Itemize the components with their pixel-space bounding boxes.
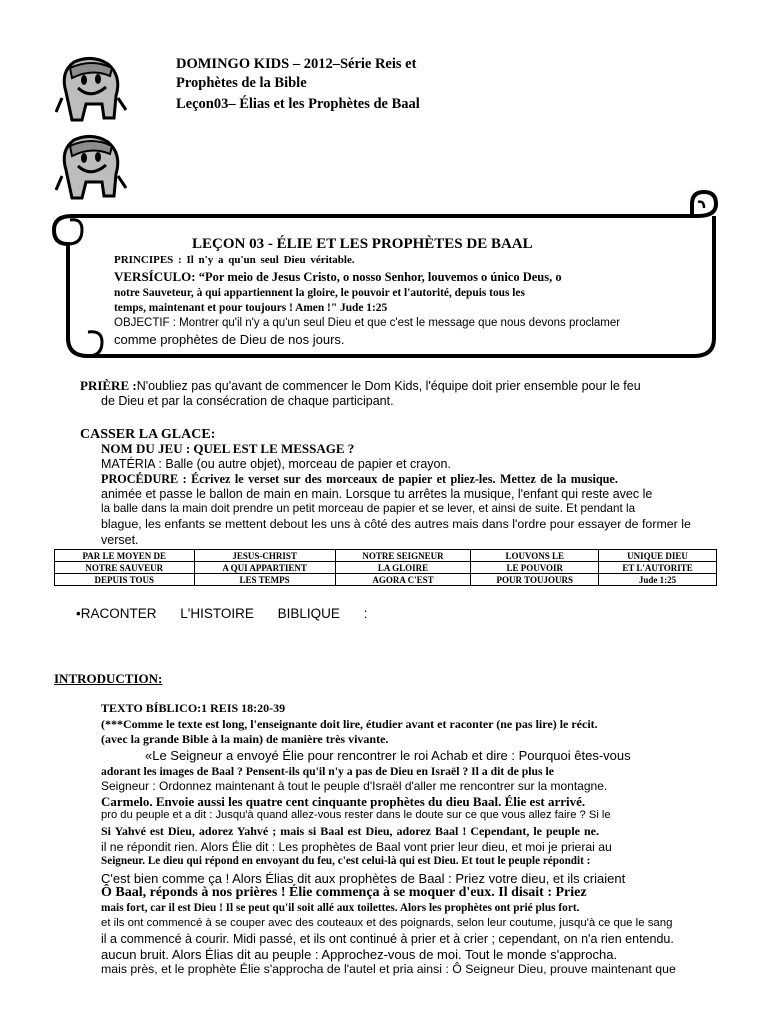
story-line: il a commencé à courir. Midi passé, et ils ont continué à prier et à crier ; cependant, on n'a rien entendu.: [101, 932, 674, 946]
header-series-title: DOMINGO KIDS – 2012–Série Reis et: [176, 56, 417, 72]
verse-words-table: [54, 549, 717, 586]
prayer-text: N'oubliez pas qu'avant de commencer le Dom Kids, l'équipe doit prier ensemble pour le feu: [136, 379, 641, 393]
game-procedure-line-5: verset.: [101, 533, 139, 547]
table-cell: ET L'AUTORITE: [599, 562, 717, 574]
table-row: [55, 550, 717, 562]
header-series-subtitle: Prophètes de la Bible: [176, 75, 307, 91]
story-line: mais fort, car il est Dieu ! Il se peut qu'il soit allé aux toilettes. Alors les prophètes ont prié plus fort.: [101, 902, 580, 914]
story-section-heading: [76, 606, 367, 621]
game-procedure-line-4: blague, les enfants se mettent debout les uns à côté des autres mais dans l'ordre pour essayer de former le: [101, 517, 691, 531]
table-row: [55, 562, 717, 574]
game-procedure-line-3: la balle dans la main doit prendre un petit morceau de papier et se lever, et ainsi de suite. Et pendant la: [101, 502, 636, 515]
table-cell: NOTRE SAUVEUR: [55, 562, 195, 574]
lesson-objective-line-2: comme prophètes de Dieu de nos jours.: [114, 332, 345, 347]
lesson-principles: PRINCIPES : Il n'y a qu'un seul Dieu véritable.: [114, 254, 355, 266]
lesson-objective-line-1: OBJECTIF : Montrer qu'il n'y a qu'un seul Dieu et que c'est le message que nous devons proclamer: [114, 317, 621, 329]
story-line: «Le Seigneur a envoyé Élie pour rencontrer le roi Achab et dire : Pourquoi êtes-vous: [145, 748, 631, 763]
story-line: Ô Baal, réponds à nos prières ! Élie commença à se moquer d'eux. Il disait : Priez: [101, 885, 587, 900]
table-cell: A QUI APPARTIENT: [194, 562, 335, 574]
story-line: mais près, et le prophète Élie s'approcha de l'autel et pria ainsi : Ô Seigneur Dieu, prouve maintenant que: [101, 962, 676, 976]
table-cell: DEPUIS TOUS: [55, 574, 195, 586]
table-row: [55, 574, 717, 586]
lesson-verse-line-3: temps, maintenant et pour toujours ! Amen !" Jude 1:25: [114, 302, 388, 314]
prayer-line-1: [80, 378, 641, 394]
story-line: aucun bruit. Alors Élias dit au peuple : Approchez-vous de moi. Tout le monde s'approcha.: [101, 947, 618, 962]
prayer-label: PRIÈRE :: [80, 378, 137, 393]
introduction-heading: INTRODUCTION:: [54, 671, 163, 686]
story-line: il ne répondit rien. Alors Élie dit : Les prophètes de Baal vont prier leur dieu, et moi je prierai au: [101, 840, 612, 854]
verse-label: VERSÍCULO:: [114, 269, 196, 284]
story-line: pro du peuple et a dit : Jusqu'à quand allez-vous rester dans le doute sur ce que vous allez faire ? Si le: [101, 809, 611, 821]
table-cell: LE POUVOIR: [471, 562, 599, 574]
bible-text-reference: TEXTO BÍBLICO:1 REIS 18:20-39: [101, 701, 286, 715]
heading-word: L'HISTOIRE: [180, 606, 254, 621]
table-cell: POUR TOUJOURS: [471, 574, 599, 586]
heading-word: :: [363, 606, 368, 621]
table-cell: JESUS-CHRIST: [194, 550, 335, 562]
teacher-note-line-2: (avec la grande Bible à la main) de manière très vivante.: [101, 732, 389, 746]
story-line: Seigneur. Le dieu qui répond en envoyant du feu, c'est celui-là qui est Dieu. Et tout le peuple répondit :: [101, 855, 591, 867]
lesson-verse-line-1: [114, 269, 562, 285]
table-cell: LES TEMPS: [194, 574, 335, 586]
table-cell: Jude 1:25: [599, 574, 717, 586]
icebreaker-title: CASSER LA GLACE:: [80, 427, 216, 442]
game-procedure-line-2: animée et passe le ballon de main en main. Lorsque tu arrêtes la musique, l'enfant qui reste avec le: [101, 487, 653, 501]
heading-word: BIBLIQUE: [277, 606, 340, 621]
header-lesson-title: Leçon03– Élias et les Prophètes de Baal: [176, 96, 420, 112]
verse-text: “Por meio de Jesus Cristo, o nosso Senhor, louvemos o único Deus, o: [195, 270, 562, 284]
lesson-verse-line-2: notre Sauveteur, à qui appartiennent la gloire, le pouvoir et l'autorité, depuis tous les: [114, 287, 525, 299]
table-cell: LA GLOIRE: [335, 562, 471, 574]
story-line: Carmelo. Envoie aussi les quatre cent cinquante prophètes du dieu Baal. Élie est arrivé.: [101, 794, 586, 809]
story-line: et ils ont commencé à se couper avec des couteaux et des poignards, selon leur coutume, jusqu'à ce que le sang: [101, 917, 673, 929]
game-name: NOM DU JEU : QUEL EST LE MESSAGE ?: [101, 441, 355, 456]
game-procedure-line-1: PROCÉDURE : Écrivez le verset sur des morceaux de papier et pliez-les. Mettez de la musique.: [101, 472, 618, 486]
teacher-note-line-1: (***Comme le texte est long, l'enseignante doit lire, étudier avant et raconter (ne pas lire) le récit.: [101, 717, 598, 731]
story-line: Si Yahvé est Dieu, adorez Yahvé ; mais si Baal est Dieu, adorez Baal ! Cependant, le peuple ne.: [101, 824, 599, 838]
story-line: Seigneur : Ordonnez maintenant à tout le peuple d'Israël d'aller me rencontrer sur la montagne.: [101, 779, 608, 793]
heading-word: RACONTER: [80, 606, 157, 621]
lesson-title: LEÇON 03 - ÉLIE ET LES PROPHÈTES DE BAAL: [192, 236, 533, 252]
story-line: C'est bien comme ça ! Alors Élias dit aux prophètes de Baal : Priez votre dieu, et ils criaient: [101, 871, 626, 886]
bullet-icon: •: [76, 606, 81, 621]
table-cell: PAR LE MOYEN DE: [55, 550, 195, 562]
table-cell: LOUVONS LE: [471, 550, 599, 562]
table-cell: UNIQUE DIEU: [599, 550, 717, 562]
prayer-line-2: de Dieu et par la consécration de chaque participant.: [101, 394, 394, 408]
story-line: adorant les images de Baal ? Pensent-ils qu'il n'y a pas de Dieu en Israël ? Il a dit de plus le: [101, 765, 554, 778]
table-cell: NOTRE SEIGNEUR: [335, 550, 471, 562]
table-cell: AGORA C'EST: [335, 574, 471, 586]
kid-mascot-illustration: [52, 52, 132, 124]
game-materials: MATÉRIA : Balle (ou autre objet), morceau de papier et crayon.: [101, 457, 451, 471]
